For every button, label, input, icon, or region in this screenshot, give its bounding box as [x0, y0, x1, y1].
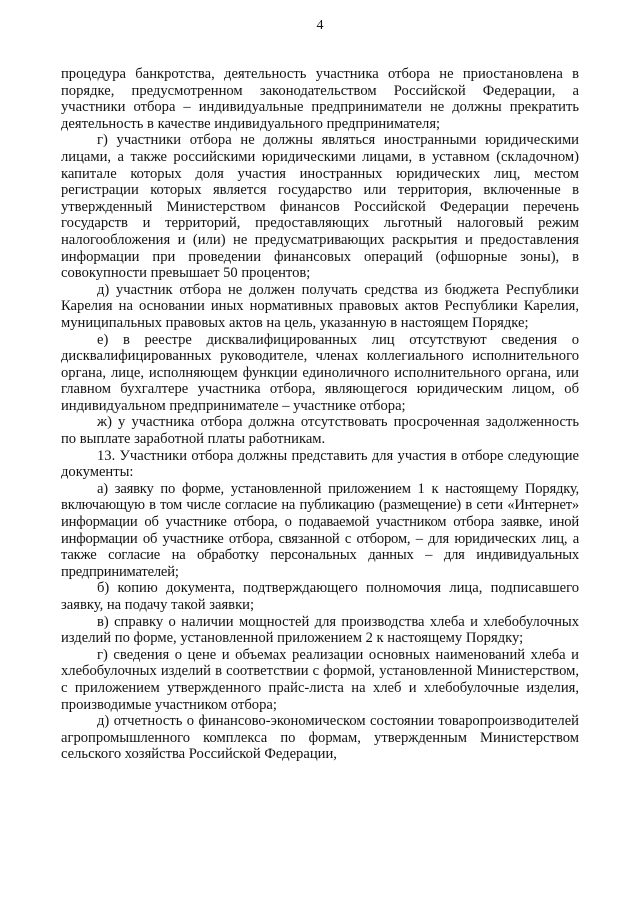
document-body	[61, 66, 579, 763]
paragraph-item-d-financial-reports: д) отчетность о финансово-экономическом состоянии товаропроизводителей агропромышленного комплекса по формам, утвержденным Министерством сельского хозяйства Российской Федерации,	[61, 713, 579, 763]
paragraph-item-d-budget-funds: д) участник отбора не должен получать средства из бюджета Республики Карелия на основании иных нормативных правовых актов Республики Карелия, муниципальных правовых актов на цель, указанную в настоящем Порядке;	[61, 281, 579, 331]
paragraph-item-b-authority-copy: б) копию документа, подтверждающего полномочия лица, подписавшего заявку, на подачу такой заявки;	[61, 580, 579, 613]
paragraph-bankruptcy-continuation: процедура банкротства, деятельность участника отбора не приостановлена в порядке, предусмотренном законодательством Российской Федерации, а участники отбора – индивидуальные предприниматели не должны прекратить деятельность в качестве индивидуального предпринимателя;	[61, 66, 579, 132]
paragraph-section-13: 13. Участники отбора должны представить для участия в отборе следующие документы:	[61, 447, 579, 481]
paragraph-item-g-price-volume: г) сведения о цене и объемах реализации основных наименований хлеба и хлебобулочных изделий в соответствии с формой, установленной Министерством, с приложением утвержденного прайс-листа на хлеб и хлебобулочные изделия, производимые участником отбора;	[61, 646, 579, 713]
paragraph-item-zh-wage-arrears: ж) у участника отбора должна отсутствовать просроченная задолженность по выплате заработной платы работникам.	[61, 414, 579, 448]
paragraph-item-a-application: а) заявку по форме, установленной приложением 1 к настоящему Порядку, включающую в том числе согласие на публикацию (размещение) в сети «Интернет» информации об участнике отбора, о подаваемой участником отбора заявке, иной информации об участнике отбора, связанной с отбором, – для юридических лиц, а также согласие на обработку персональных данных – для индивидуальных предпринимателей;	[61, 480, 579, 580]
paragraph-item-v-capacity-certificate: в) справку о наличии мощностей для производства хлеба и хлебобулочных изделий по форме, установленной приложением 2 к настоящему Порядку;	[61, 613, 579, 647]
paragraph-item-g-foreign-entities: г) участники отбора не должны являться иностранными юридическими лицами, а также российскими юридическими лицами, в уставном (складочном) капитале которых доля участия иностранных юридических лиц, местом регистрации которых является государство или территория, включенные в утвержденный Министерством финансов Российской Федерации перечень государств и территорий, предоставляющих льготный налоговый режим налогообложения и (или) не предусматривающих раскрытия и предоставления информации при проведении финансовых операций (офшорные зоны), в совокупности превышает 50 процентов;	[61, 132, 579, 282]
page-number: 4	[316, 18, 324, 33]
paragraph-item-e-disqualified-persons: е) в реестре дисквалифицированных лиц отсутствуют сведения о дисквалифицированных руководителе, членах коллегиального исполнительного органа, лице, исполняющем функции единоличного исполнительного органа, или главном бухгалтере участника отбора, являющегося юридическим лицом, об индивидуальном предпринимателе – участнике отбора;	[61, 331, 579, 414]
